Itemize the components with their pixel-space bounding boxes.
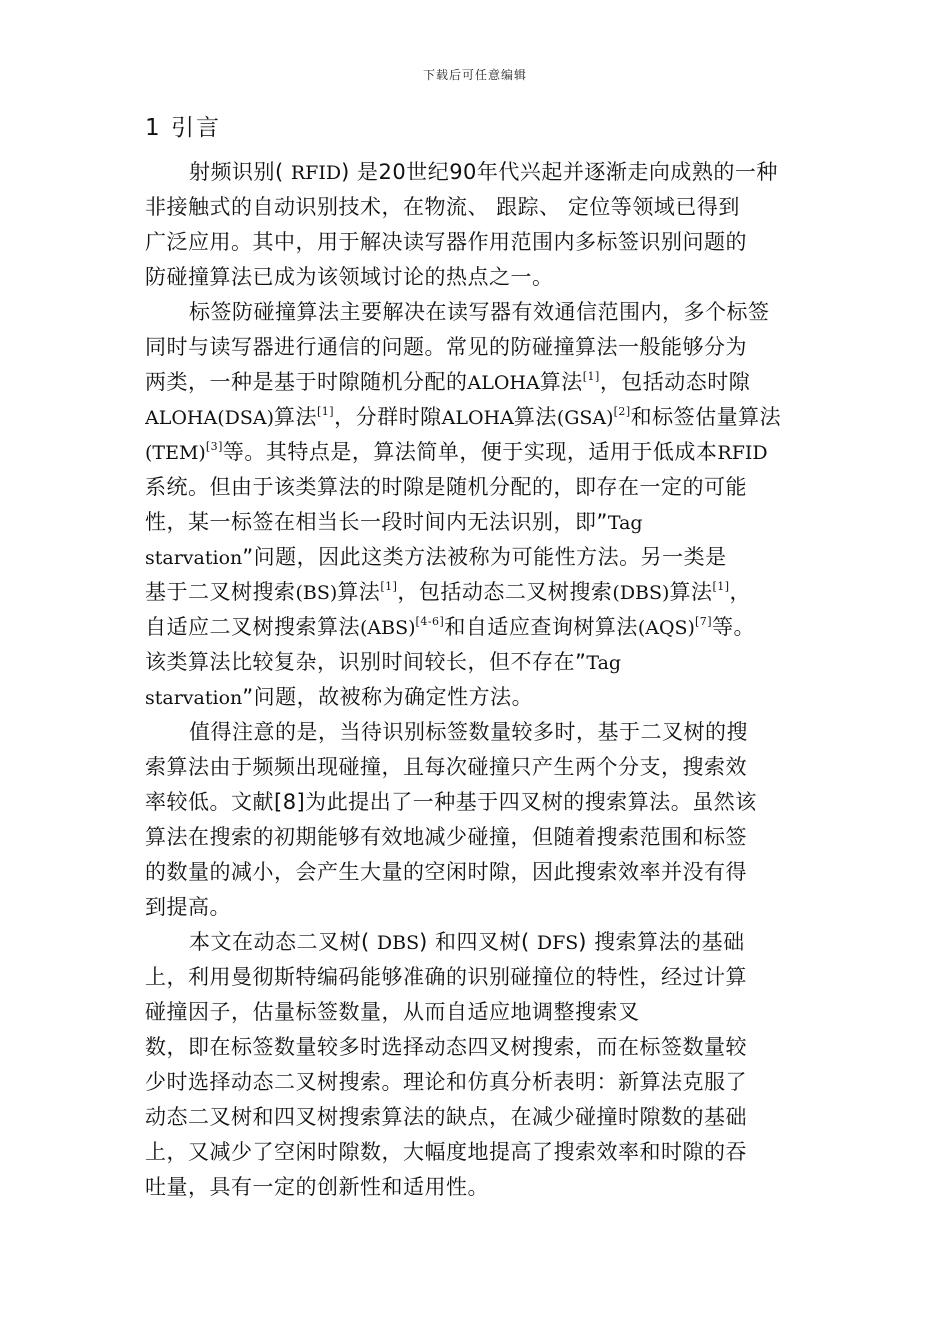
text-segment: 吐量，具有一定的创新性和适用性。: [145, 1175, 489, 1199]
text-segment: 和标签估量算法: [630, 405, 782, 429]
text-segment: 算法: [274, 405, 318, 429]
text-line: [145, 470, 810, 505]
section-title: 1 引言: [145, 115, 221, 141]
text-segment: starvation: [145, 547, 243, 569]
text-segment: 算法: [539, 370, 583, 394]
text-segment: ，包括动态时隙: [599, 370, 751, 394]
text-segment: 性，某一标签在相当长一段时间内无法识别，即”: [145, 510, 608, 534]
text-line: [145, 575, 810, 610]
text-segment: ，: [729, 580, 752, 604]
text-segment: ，分群时隙: [334, 405, 442, 429]
text-segment: ”问题，因此这类方法被称为可能性方法。另一类是: [242, 545, 727, 569]
text-segment: Tag: [607, 512, 643, 534]
text-segment: 本文在动态二叉树(: [189, 930, 377, 954]
text-segment: ALOHA: [467, 372, 540, 394]
text-line: [145, 1135, 810, 1170]
text-segment: (TEM): [145, 442, 206, 464]
citation-ref: [1]: [317, 405, 335, 418]
text-segment: 动态二叉树和四叉树搜索算法的缺点，在减少碰撞时隙数的基础: [145, 1105, 747, 1129]
text-segment: 索算法由于频频出现碰撞，且每次碰撞只产生两个分支，搜索效: [145, 755, 747, 779]
text-line: [145, 190, 810, 225]
text-segment: ) 是20世纪90年代兴起并逐渐走向成熟的一种: [341, 160, 778, 184]
text-segment: 数，即在标签数量较多时选择动态四叉树搜索，而在标签数量较: [145, 1035, 747, 1059]
text-line: [145, 540, 810, 575]
text-line: [145, 295, 810, 330]
text-segment: (AQS): [637, 617, 695, 639]
text-line: [145, 330, 810, 365]
text-line: [145, 505, 810, 540]
text-segment: ALOHA: [441, 407, 514, 429]
citation-ref: [7]: [694, 615, 713, 628]
text-segment: 标签防碰撞算法主要解决在读写器有效通信范围内，多个标签: [189, 300, 770, 324]
text-segment: (BS): [295, 582, 338, 604]
text-segment: 到提高。: [145, 895, 231, 919]
text-segment: 上，利用曼彻斯特编码能够准确的识别碰撞位的特性，经过计算: [145, 965, 747, 989]
text-line: [145, 225, 810, 260]
text-segment: 等。: [712, 615, 756, 639]
text-line: [145, 995, 810, 1030]
text-segment: 该类算法比较复杂，识别时间较长，但不存在”: [145, 650, 587, 674]
text-line: [145, 890, 810, 925]
text-line: [145, 1030, 810, 1065]
text-segment: ) 搜索算法的基础: [578, 930, 745, 954]
page-header: 下载后可任意编辑: [422, 68, 527, 82]
text-line: [145, 820, 810, 855]
text-segment: 非接触式的自动识别技术，在物流、 跟踪、 定位等领域已得到: [145, 195, 740, 219]
text-line: [145, 155, 810, 190]
text-line: [145, 855, 810, 890]
text-segment: RFID: [290, 162, 342, 184]
text-segment: Tag: [586, 652, 622, 674]
text-segment: 自适应二叉树搜索算法: [145, 615, 360, 639]
text-line: [145, 435, 810, 470]
citation-ref: [3]: [205, 440, 223, 453]
text-line: [145, 1170, 810, 1205]
text-line: [145, 645, 810, 680]
text-segment: (ABS): [360, 617, 416, 639]
text-segment: starvation: [145, 687, 243, 709]
text-line: [145, 715, 810, 750]
text-line: [145, 1065, 810, 1100]
text-segment: 等。其特点是，算法简单，便于实现，适用于低成本: [222, 440, 718, 464]
text-segment: ALOHA(DSA): [145, 407, 275, 429]
text-segment: DBS: [376, 932, 420, 954]
text-segment: (DBS): [612, 582, 670, 604]
citation-ref: [4-6]: [415, 615, 445, 628]
text-segment: (GSA): [556, 407, 614, 429]
text-segment: 两类，一种是基于时隙随机分配的: [145, 370, 468, 394]
citation-ref: [2]: [613, 405, 631, 418]
text-segment: ”问题，故被称为确定性方法。: [242, 685, 534, 709]
text-line: [145, 610, 810, 645]
text-line: [145, 1100, 810, 1135]
text-line: [145, 680, 810, 715]
text-segment: 值得注意的是，当待识别标签数量较多时，基于二叉树的搜: [189, 720, 748, 744]
text-segment: ) 和四叉树(: [419, 930, 537, 954]
text-segment: 防碰撞算法已成为该领域讨论的热点之一。: [145, 265, 554, 289]
text-segment: 基于二叉树搜索: [145, 580, 296, 604]
text-segment: 射频识别(: [189, 160, 291, 184]
text-segment: DFS: [536, 932, 579, 954]
text-line: [145, 400, 810, 435]
text-segment: 同时与读写器进行通信的问题。常见的防碰撞算法一般能够分为: [145, 335, 747, 359]
text-segment: 算法: [337, 580, 381, 604]
text-segment: 算法在搜索的初期能够有效地减少碰撞，但随着搜索范围和标签: [145, 825, 747, 849]
body-text: [145, 155, 810, 1205]
text-line: [145, 925, 810, 960]
text-line: [145, 785, 810, 820]
text-segment: 广泛应用。其中，用于解决读写器作用范围内多标签识别问题的: [145, 230, 747, 254]
text-line: [145, 960, 810, 995]
text-segment: RFID: [717, 442, 768, 464]
citation-ref: [1]: [582, 370, 600, 383]
text-segment: ，包括动态二叉树搜索: [397, 580, 613, 604]
text-segment: 系统。但由于该类算法的时隙是随机分配的，即存在一定的可能: [145, 475, 747, 499]
citation-ref: [1]: [380, 580, 398, 593]
text-segment: 和自适应查询树算法: [444, 615, 638, 639]
text-segment: 上，又减少了空闲时隙数，大幅度地提高了搜索效率和时隙的吞: [145, 1140, 747, 1164]
text-segment: 少时选择动态二叉树搜索。理论和仿真分析表明：新算法克服了: [145, 1070, 747, 1094]
text-segment: 率较低。文献[8]为此提出了一种基于四叉树的搜索算法。虽然该: [145, 790, 757, 814]
text-line: [145, 365, 810, 400]
text-segment: 的数量的减小，会产生大量的空闲时隙，因此搜索效率并没有得: [145, 860, 747, 884]
text-segment: 算法: [669, 580, 713, 604]
text-segment: 碰撞因子，估量标签数量，从而自适应地调整搜索叉: [145, 1000, 640, 1024]
text-line: [145, 750, 810, 785]
text-line: [145, 260, 810, 295]
text-segment: 算法: [513, 405, 557, 429]
citation-ref: [1]: [712, 580, 730, 593]
